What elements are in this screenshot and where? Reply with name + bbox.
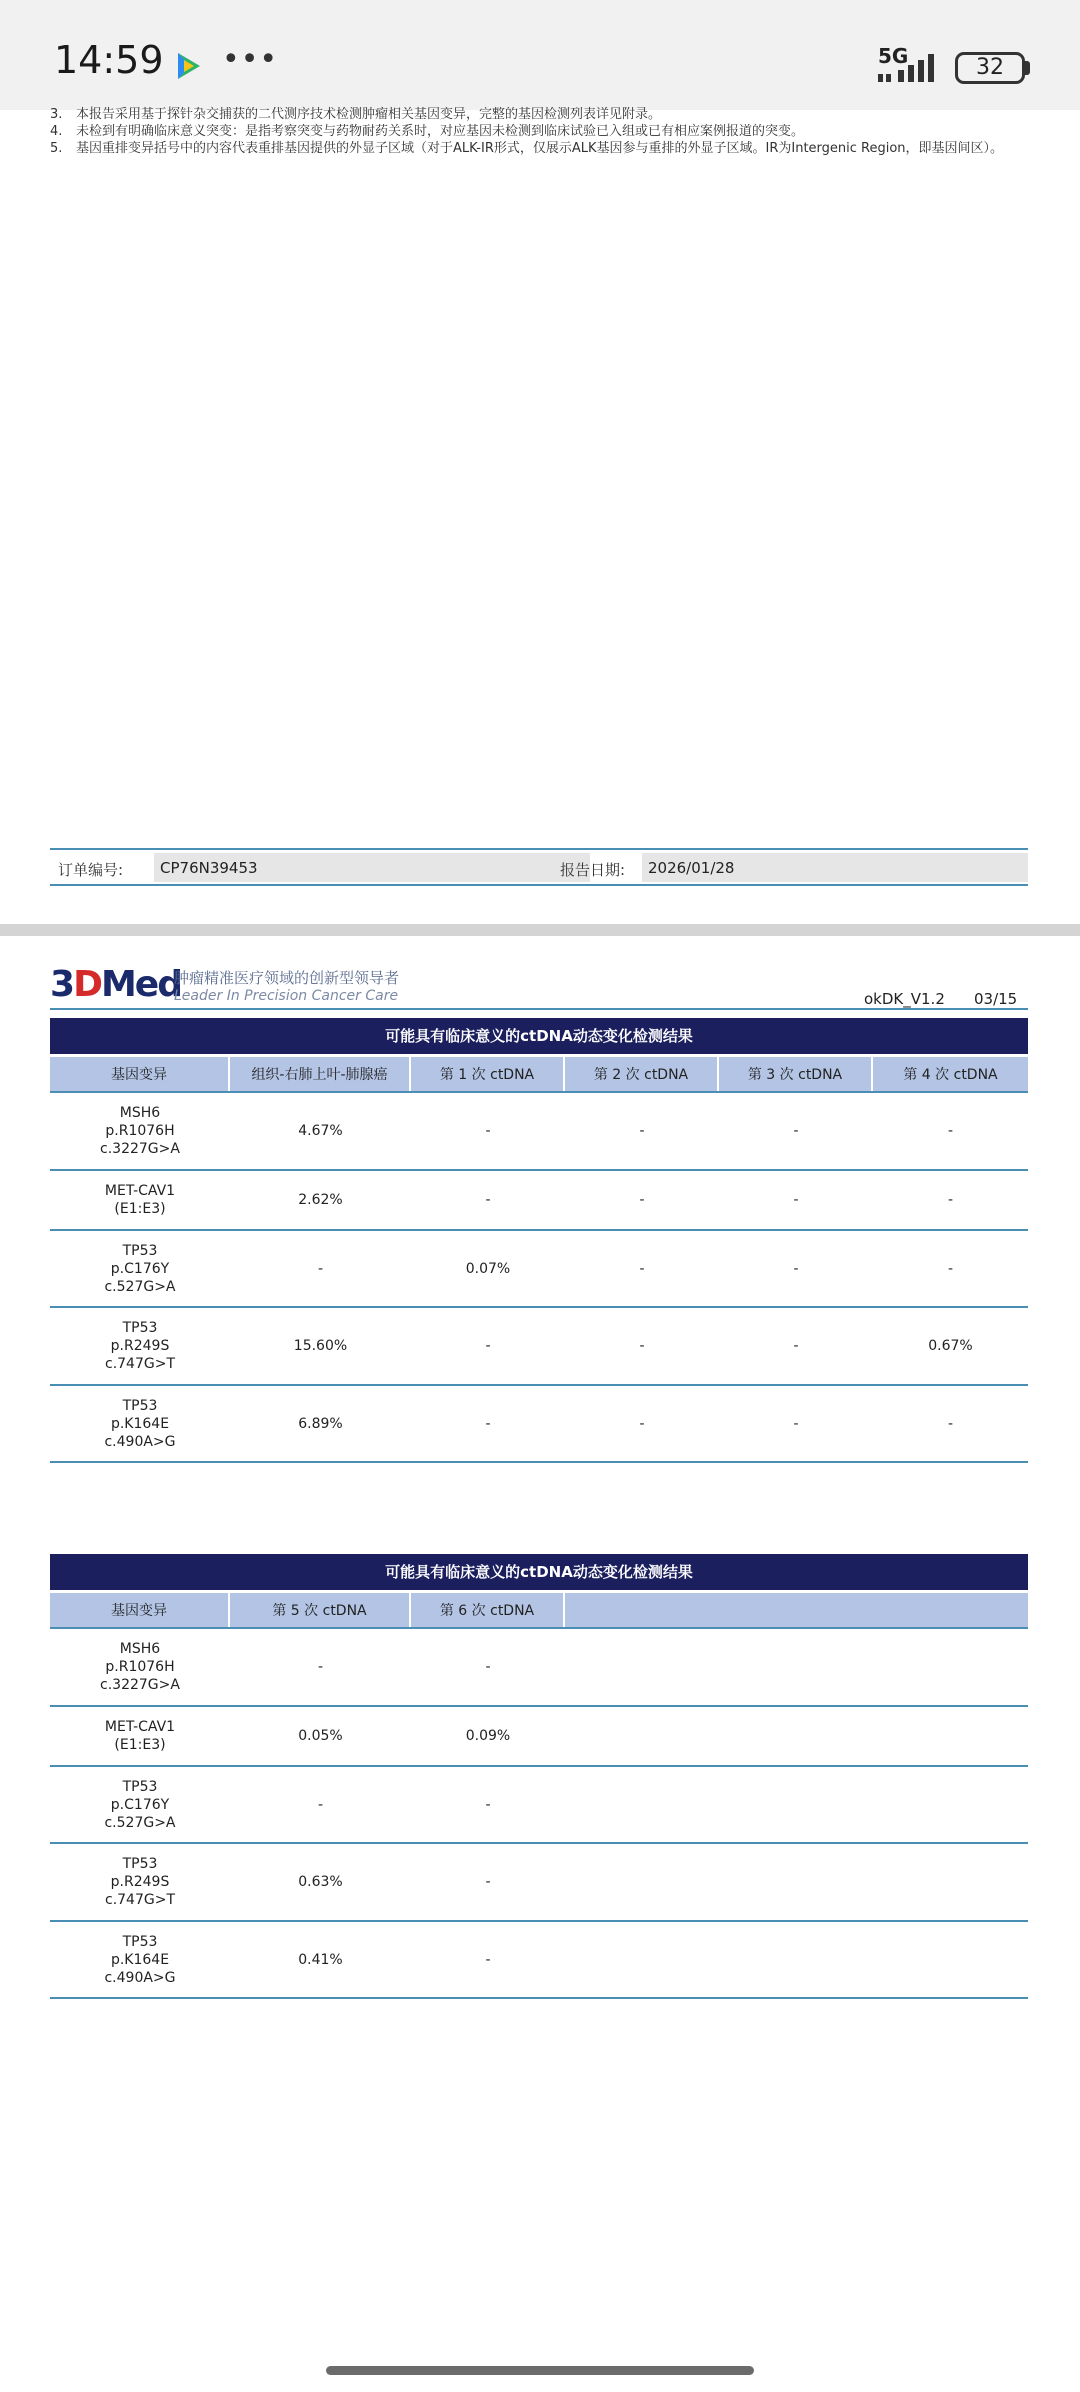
frequency-cell: - — [947, 1192, 954, 1208]
column-header: 第 5 次 ctDNA — [230, 1593, 411, 1627]
frequency-cell: - — [639, 1192, 645, 1208]
frequency-cell: - — [485, 1338, 491, 1354]
signal-icon — [878, 52, 944, 84]
column-header: 组织-右肺上叶-肺腺癌 — [230, 1057, 411, 1091]
home-gesture-bar[interactable] — [326, 2366, 754, 2375]
frequency-cell: - — [793, 1260, 799, 1277]
frequency-cell: - — [485, 1951, 491, 1968]
gene-variant: MSH6 p.R1076H c.3227G>A — [100, 1641, 180, 1693]
table-row — [50, 1707, 1028, 1767]
table-row — [50, 1767, 1028, 1844]
footnote — [50, 106, 1030, 123]
brand-logo — [50, 964, 181, 1005]
table-title: 可能具有临床意义的ctDNA动态变化检测结果 — [50, 1018, 1028, 1054]
frequency-cell: - — [639, 1338, 645, 1354]
order-number-label: 订单编号: — [58, 861, 124, 879]
frequency-cell: 0.05% — [298, 1728, 343, 1744]
frequency-cell: 0.63% — [298, 1874, 343, 1890]
frequency-cell: 0.07% — [465, 1260, 511, 1277]
frequency-cell: - — [485, 1415, 491, 1432]
frequency-cell: 15.60% — [293, 1338, 348, 1354]
page-separator — [0, 924, 1080, 936]
column-header-empty — [565, 1593, 1028, 1627]
footnote — [50, 140, 1030, 157]
footnote-text: 本报告采用基于探针杂交捕获的二代测序技术检测肿瘤相关基因变异，完整的基因检测列表详见附录。 — [76, 107, 662, 122]
play-triangle-icon — [172, 50, 204, 82]
frequency-cell: 6.89% — [298, 1415, 343, 1432]
ctdna-table-2 — [50, 1554, 1028, 1999]
gene-variant: TP53 p.K164E c.490A>G — [104, 1933, 176, 1986]
gene-variant: TP53 p.K164E c.490A>G — [104, 1397, 176, 1450]
battery-tip — [1025, 61, 1030, 75]
table-title: 可能具有临床意义的ctDNA动态变化检测结果 — [50, 1554, 1028, 1590]
column-header: 基因变异 — [50, 1593, 230, 1627]
gene-variant: TP53 p.R249S c.747G>T — [105, 1320, 175, 1372]
clock: 14:59 — [54, 38, 164, 82]
frequency-cell: - — [485, 1192, 491, 1208]
footnote-number: 5. — [50, 141, 63, 156]
table-row — [50, 1629, 1028, 1707]
table-header — [50, 1057, 1028, 1093]
frequency-cell: 0.41% — [298, 1951, 343, 1968]
frequency-cell: 2.62% — [298, 1192, 343, 1208]
frequency-cell: - — [793, 1123, 799, 1139]
order-info-bar — [50, 848, 1028, 886]
frequency-cell: - — [639, 1415, 645, 1432]
frequency-cell: - — [485, 1659, 491, 1675]
column-header: 第 2 次 ctDNA — [565, 1057, 719, 1091]
frequency-cell: - — [317, 1796, 324, 1813]
report-date-label: 报告日期: — [560, 861, 626, 879]
gene-variant: MET-CAV1 (E1:E3) — [104, 1719, 176, 1753]
table-row — [50, 1171, 1028, 1231]
frequency-cell: - — [639, 1260, 645, 1277]
logo-part: 3 — [50, 964, 74, 1005]
frequency-cell: 0.67% — [928, 1338, 973, 1354]
table-row — [50, 1308, 1028, 1386]
gene-variant: TP53 p.C176Y c.527G>A — [104, 1242, 176, 1295]
frequency-cell: 0.09% — [465, 1728, 511, 1744]
column-header: 第 3 次 ctDNA — [719, 1057, 873, 1091]
slogan-english: Leader In Precision Cancer Care — [174, 988, 399, 1004]
logo-accent: D — [73, 964, 101, 1005]
more-notifications-icon: ••• — [222, 42, 279, 77]
footnote-number: 3. — [50, 107, 63, 122]
network-type: 5G — [878, 44, 909, 68]
header-divider — [50, 1008, 1028, 1010]
table-row — [50, 1386, 1028, 1463]
footnote-text: 未检到有明确临床意义突变：是指考察突变与药物耐药关系时，对应基因未检测到临床试验已入组或已有相应案例报道的突变。 — [76, 124, 805, 139]
frequency-cell: - — [947, 1260, 954, 1277]
column-header: 第 4 次 ctDNA — [873, 1057, 1028, 1091]
footnote-text: 基因重排变异括号中的内容代表重排基因提供的外显子区域（对于ALK-IR形式，仅展示ALK基因参与重排的外显子区域。IR为Intergenic Region，即基因间区）。 — [76, 141, 1004, 156]
logo-part: Med — [100, 964, 181, 1005]
gene-variant: TP53 p.R249S c.747G>T — [105, 1856, 175, 1908]
battery-level: 32 — [976, 55, 1004, 80]
frequency-cell: - — [793, 1192, 799, 1208]
gene-variant: TP53 p.C176Y c.527G>A — [104, 1778, 176, 1831]
table-header — [50, 1593, 1028, 1629]
battery-icon — [955, 52, 1025, 84]
report-date-value: 2026/01/28 — [642, 853, 1028, 882]
footnote — [50, 123, 1030, 140]
frequency-cell: - — [485, 1796, 491, 1813]
table-row — [50, 1922, 1028, 1999]
frequency-cell: - — [485, 1874, 491, 1890]
frequency-cell: - — [317, 1260, 324, 1277]
frequency-cell: - — [639, 1123, 645, 1139]
page-number: 03/15 — [974, 990, 1018, 1008]
table-row — [50, 1231, 1028, 1308]
order-number-value: CP76N39453 — [154, 853, 590, 882]
table-row — [50, 1093, 1028, 1171]
gene-variant: MSH6 p.R1076H c.3227G>A — [100, 1105, 180, 1157]
footnote-number: 4. — [50, 124, 63, 139]
frequency-cell: 4.67% — [298, 1123, 343, 1139]
column-header: 基因变异 — [50, 1057, 230, 1091]
frequency-cell: - — [793, 1338, 799, 1354]
slogan-chinese: 肿瘤精准医疗领域的创新型领导者 — [174, 969, 400, 987]
frequency-cell: - — [947, 1123, 954, 1139]
column-header: 第 6 次 ctDNA — [411, 1593, 565, 1627]
column-header: 第 1 次 ctDNA — [411, 1057, 565, 1091]
status-bar — [0, 0, 1080, 110]
frequency-cell: - — [317, 1659, 324, 1675]
template-version: okDK_V1.2 — [864, 990, 945, 1008]
frequency-cell: - — [947, 1415, 954, 1432]
gene-variant: MET-CAV1 (E1:E3) — [104, 1183, 176, 1217]
table-row — [50, 1844, 1028, 1922]
ctdna-table-1 — [50, 1018, 1028, 1463]
footnotes — [50, 106, 1030, 157]
frequency-cell: - — [485, 1123, 491, 1139]
frequency-cell: - — [793, 1415, 799, 1432]
